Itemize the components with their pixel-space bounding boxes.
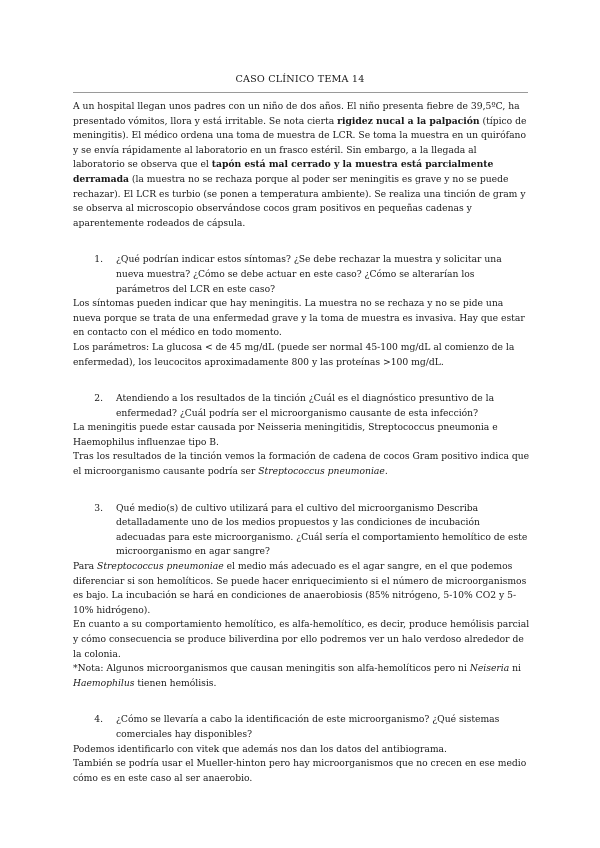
species-name: Haemophilus [73, 677, 135, 689]
question-number: 4. [94, 714, 103, 726]
case-bold-text: tapón está mal cerrado y la muestra está parcialmente derramada [73, 159, 494, 185]
case-bold-text: rigidez nucal a la palpación [337, 115, 480, 127]
note-paragraph [73, 662, 531, 691]
case-text: (la muestra no se rechaza porque al poder ser meningitis es grave y no se puede rechazar). El LCR es turbio (se ponen a temperatura ambiente). Se realiza una tinción de gram y se observa al microscopio observándose cocos gram positivos en pequeñas cadenas y aparentemente rodeados de cápsula. [73, 173, 526, 229]
answer-paragraph: Los parámetros: La glucosa < de 45 mg/dL (puede ser normal 45-100 mg/dL al comienzo de la enfermedad), los leucocitos aproximadamente 800 y las proteínas >100 mg/dL. [73, 341, 515, 368]
question-number: 1. [94, 254, 103, 266]
answer-paragraph: Los síntomas pueden indicar que hay meningitis. La muestra no se rechaza y no se pide una nueva porque se trata de una enfermedad grave y la toma de muestra es invasiva. Hay que estar en contacto con el médico en todo momento. [73, 298, 525, 339]
case-text: A un hospital llegan unos padres con un niño de dos años. El niño presenta fiebre de 39,5ºC, ha presentado vómitos, llora y está irritable. Se nota cierta [73, 101, 520, 127]
question-text: Atendiendo a los resultados de la tinción ¿Cuál es el diagnóstico presuntivo de la enfermedad? ¿Cuál podría ser el microorganismo causante de esta infección? [116, 393, 495, 419]
question-3 [73, 502, 531, 560]
question-4 [73, 713, 531, 742]
case-description [73, 100, 531, 231]
document-body [73, 100, 531, 786]
note-text: ni [509, 663, 521, 675]
answer-text: el medio más adecuado es el agar sangre, en el que podemos diferenciar si son hemolíticos. Se puede hacer enriquecimiento si el número de microorganismos es bajo. La incubación se hará en condiciones de anaerobiosis (85% nitrógeno, 5-10% CO2 y 5-10% hidrógeno). [73, 561, 527, 616]
spacer [73, 480, 531, 502]
note-text: tienen hemólisis. [134, 677, 217, 689]
answer-paragraph: La meningitis puede estar causada por Neisseria meningitidis, Streptococcus pneumonia e Haemophilus influenzae tipo B. [73, 422, 498, 448]
title-divider [73, 92, 528, 93]
note-text: *Nota: Algunos microorganismos que causan meningitis son alfa-hemolíticos pero ni [73, 663, 470, 675]
spacer [73, 231, 531, 253]
answer-paragraph: También se podría usar el Mueller-hinton pero hay microorganismos que no crecen en ese medio cómo es en este caso al ser anaerobio. [73, 758, 527, 784]
case-text: (típico de meningitis). El médico ordena una toma de muestra de LCR. Se toma la muestra en un quirófano y se envía rápidamente al laboratorio en un frasco estéril. Sin embargo, a la llegada al laboratorio se observa que el [73, 115, 527, 171]
spacer [73, 370, 531, 392]
species-name: Streptococcus pneumoniae [258, 466, 385, 478]
answer-paragraph [73, 450, 531, 479]
species-name: Streptococcus pneumoniae [97, 561, 224, 573]
answer-paragraph: Podemos identificarlo con vitek que además nos dan los datos del antibiograma. [73, 743, 447, 755]
spacer [73, 691, 531, 713]
question-text: ¿Qué podrían indicar estos síntomas? ¿Se debe rechazar la muestra y solicitar una nueva muestra? ¿Cómo se debe actuar en este caso? ¿Cómo se alterarían los parámetros del LCR en este caso? [116, 254, 502, 295]
question-number: 2. [94, 393, 103, 405]
question-number: 3. [94, 502, 103, 514]
question-text: Qué medio(s) de cultivo utilizará para el cultivo del microorganismo Describa detalladamente uno de los medios propuestos y las condiciones de incubación adecuadas para este microorganismo. ¿Cuál sería el comportamiento hemolítico de este microorganismo en agar sangre? [116, 502, 528, 558]
answer-paragraph: En cuanto a su comportamiento hemolítico, es alfa-hemolítico, es decir, produce hemólisis parcial y cómo consecuencia se produce biliverdina por ello podremos ver un halo verdoso alrededor de la colonia. [73, 619, 530, 660]
page-title: CASO CLÍNICO TEMA 14 [235, 74, 365, 85]
answer-text: Tras los resultados de la tinción vemos la formación de cadena de cocos Gram positivo indica que el microorganismo causante podría ser [73, 451, 530, 478]
answer-text: Para [73, 561, 98, 573]
question-2 [73, 392, 531, 421]
question-1 [73, 253, 531, 297]
species-name: Neiseria [469, 663, 510, 675]
question-text: ¿Cómo se llevaría a cabo la identificación de este microorganismo? ¿Qué sistemas comerciales hay disponibles? [116, 714, 500, 740]
answer-paragraph [73, 560, 531, 618]
answer-text: . [384, 466, 388, 478]
